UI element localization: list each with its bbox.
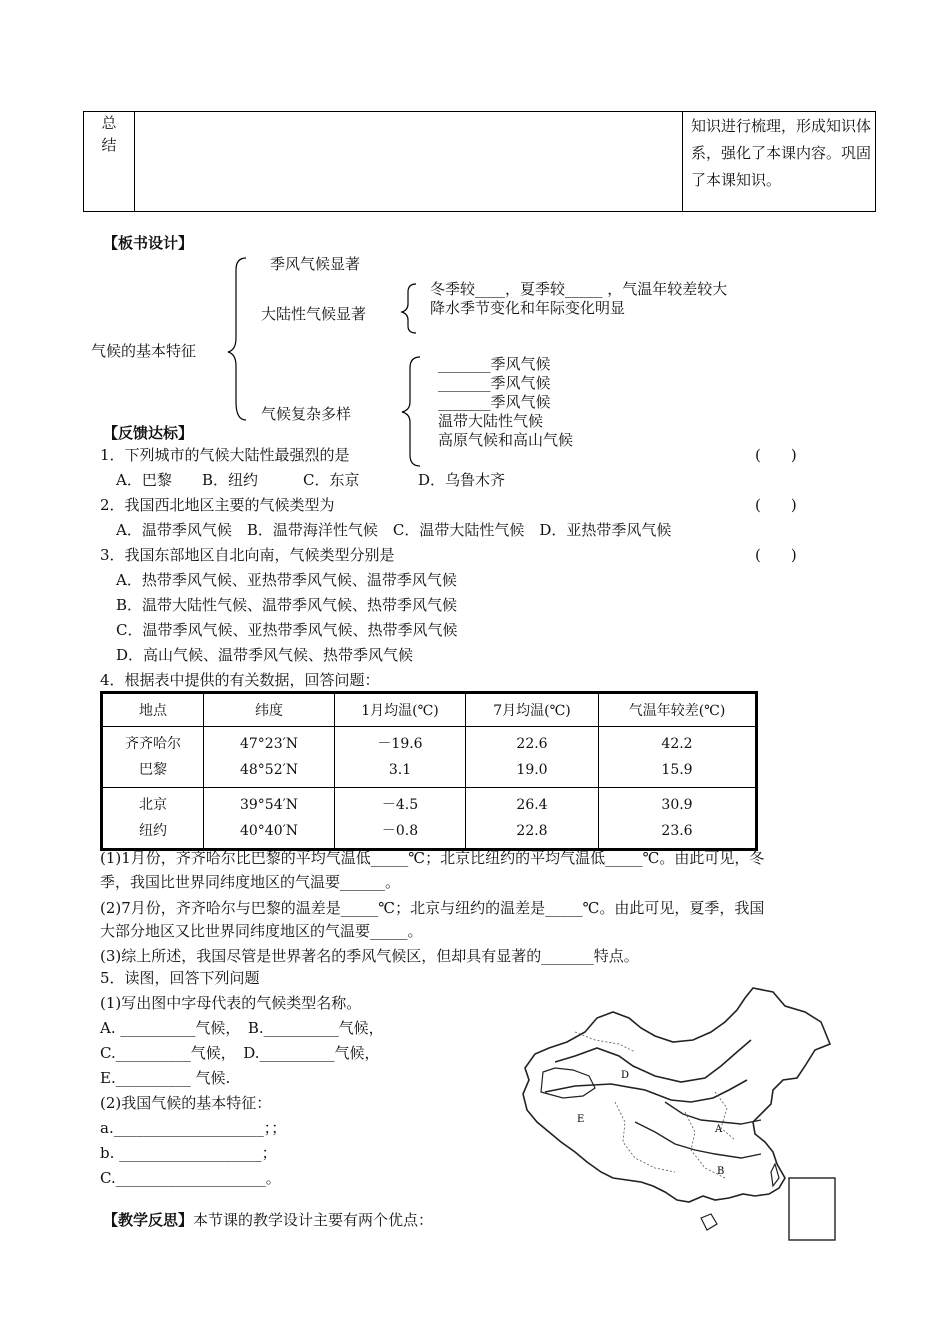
reflection-text: 本节课的教学设计主要有两个优点： (193, 1211, 434, 1229)
table-cell: 23.6 (661, 823, 693, 839)
main-brace (228, 258, 246, 420)
table-cell: －0.8 (381, 823, 419, 839)
table-cell: 47°23′N (239, 736, 299, 752)
q3-option: C．温带季风气候、亚热带季风气候、热带季风气候 (116, 621, 458, 639)
table-header-row (102, 693, 757, 727)
q5-part2: (2)我国气候的基本特征： (100, 1094, 272, 1112)
table-cell: 39°54′N (239, 797, 299, 813)
climate-boundary (555, 1040, 751, 1082)
climate-data-table (100, 691, 758, 851)
q4-part2b: 大部分地区又比世界同纬度地区的气温要_____。 (100, 922, 423, 940)
table-cell: 19.0 (516, 762, 548, 778)
board-design-heading: 【板书设计】 (103, 234, 194, 252)
q2: 2．我国西北地区主要的气候类型为 (100, 496, 335, 514)
q3-option: D．高山气候、温带季风气候、热带季风气候 (116, 646, 414, 664)
q4-part1b: 季，我国比世界同纬度地区的气温要______。 (100, 873, 401, 891)
table-cell: 22.8 (516, 823, 548, 839)
q5-answer-c: C.____________________。 (100, 1169, 281, 1187)
brace-diverse (402, 357, 420, 466)
board-branch2-sub2: 降水季节变化和年际变化明显 (430, 299, 626, 317)
table-row (102, 727, 757, 788)
board-branch-2: 大陆性气候显著 (261, 305, 367, 323)
table-row (102, 788, 757, 850)
q1-option: C．东京 (303, 471, 360, 489)
q4: 4．根据表中提供的有关数据，回答问题： (100, 671, 380, 689)
map-label-a: A (715, 1124, 723, 1135)
table-cell: 3.1 (388, 762, 412, 778)
board-branch-1: 季风气候显著 (270, 255, 361, 273)
table-header: 纬度 (204, 693, 335, 727)
table-cell: 北京 (139, 797, 167, 813)
board-branch3-item: _______季风气候 (438, 374, 551, 392)
q1-option: B．纽约 (202, 471, 259, 489)
table-header: 7月均温(℃) (466, 693, 599, 727)
q3-option: B．温带大陆性气候、温带季风气候、热带季风气候 (116, 596, 458, 614)
q1-option: A．巴黎 (116, 471, 172, 489)
table-cell: 巴黎 (139, 762, 167, 778)
q1-option: D．乌鲁木齐 (418, 471, 506, 489)
climate-boundary (635, 1122, 761, 1158)
reflection (103, 1210, 433, 1230)
q5: 5．读图，回答下列问题 (100, 969, 260, 987)
q5-line: E.__________ 气候. (100, 1069, 231, 1087)
q3-option: A．热带季风气候、亚热带季风气候、温带季风气候 (116, 571, 457, 589)
hainan-outline (701, 1214, 717, 1230)
q3: 3．我国东部地区自北向南，气候类型分别是 (100, 546, 395, 564)
summary-label-1: 总 (101, 114, 117, 132)
table-header: 地点 (102, 693, 204, 727)
table-header: 气温年较差(℃) (599, 693, 757, 727)
board-braces (0, 0, 950, 480)
china-outline (523, 988, 830, 1202)
q5-answer-a: a.____________________；； (100, 1119, 287, 1137)
climate-boundary (665, 1102, 761, 1124)
table-cell: －19.6 (377, 736, 423, 752)
board-branch3-item: _______季风气候 (438, 355, 551, 373)
q3-paren: ( ) (755, 546, 797, 564)
province-line (615, 1102, 675, 1172)
china-climate-map (515, 982, 845, 1242)
table-cell: 齐齐哈尔 (125, 736, 181, 752)
brace-continental (402, 284, 416, 333)
climate-boundary (545, 1080, 747, 1102)
q1: 1．下列城市的气候大陆性最强烈的是 (100, 446, 350, 464)
table-header: 1月均温(℃) (335, 693, 466, 727)
reflection-heading: 【教学反思】 (103, 1211, 194, 1229)
summary-label-2: 结 (101, 136, 117, 154)
table-cell: 纽约 (139, 823, 167, 839)
board-branch3-item: 高原气候和高山气候 (438, 431, 574, 449)
table-cell: 40°40′N (239, 823, 299, 839)
q4-part2a: (2)7月份，齐齐哈尔与巴黎的温差是_____℃；北京与纽约的温差是_____℃。由此可见，夏季，我国 (100, 899, 765, 917)
taiwan-outline (771, 1164, 779, 1186)
q5-line: C.__________气候， D.__________气候， (100, 1044, 380, 1062)
q1-paren: ( ) (755, 446, 797, 464)
basin-outline (541, 1068, 595, 1098)
q4-part3: (3)综上所述，我国尽管是世界著名的季风气候区，但却具有显著的_______特点。 (100, 947, 639, 965)
table-cell: 22.6 (516, 736, 548, 752)
q5-answer-b: b. ___________________； (100, 1144, 277, 1162)
board-branch3-item: _______季风气候 (438, 393, 551, 411)
table-cell: －4.5 (381, 797, 419, 813)
q4-part1a: (1)1月份，齐齐哈尔比巴黎的平均气温低_____℃；北京比纽约的平均气温低_____℃。由此可见，冬 (100, 849, 765, 867)
q2-paren: ( ) (755, 496, 797, 514)
board-branch2-sub1: 冬季较____，夏季较_____ ，气温年较差较大 (430, 280, 728, 298)
province-line (575, 1032, 635, 1052)
table-cell: 48°52′N (239, 762, 299, 778)
table-cell: 15.9 (661, 762, 693, 778)
q2-options: A．温带季风气候 B．温带海洋性气候 C．温带大陆性气候 D．亚热带季风气候 (116, 521, 672, 539)
table-cell: 30.9 (661, 797, 693, 813)
table-cell: 42.2 (661, 736, 693, 752)
south-china-sea-inset (789, 1178, 835, 1240)
map-label-b: B (717, 1166, 725, 1177)
table-cell: 26.4 (516, 797, 548, 813)
q5-line: A. __________气候， B.__________气候， (100, 1019, 384, 1037)
summary-right-cell: 知识进行梳理，形成知识体系，强化了本课内容。巩固了本课知识。 (683, 112, 876, 212)
feedback-heading: 【反馈达标】 (103, 424, 194, 442)
board-root: 气候的基本特征 (91, 342, 197, 360)
board-branch3-item: 温带大陆性气候 (438, 412, 544, 430)
map-label-e: E (577, 1114, 585, 1125)
q5-part1: (1)写出图中字母代表的气候类型名称。 (100, 994, 362, 1012)
map-label-d: D (621, 1070, 630, 1081)
board-branch-3: 气候复杂多样 (261, 405, 352, 423)
